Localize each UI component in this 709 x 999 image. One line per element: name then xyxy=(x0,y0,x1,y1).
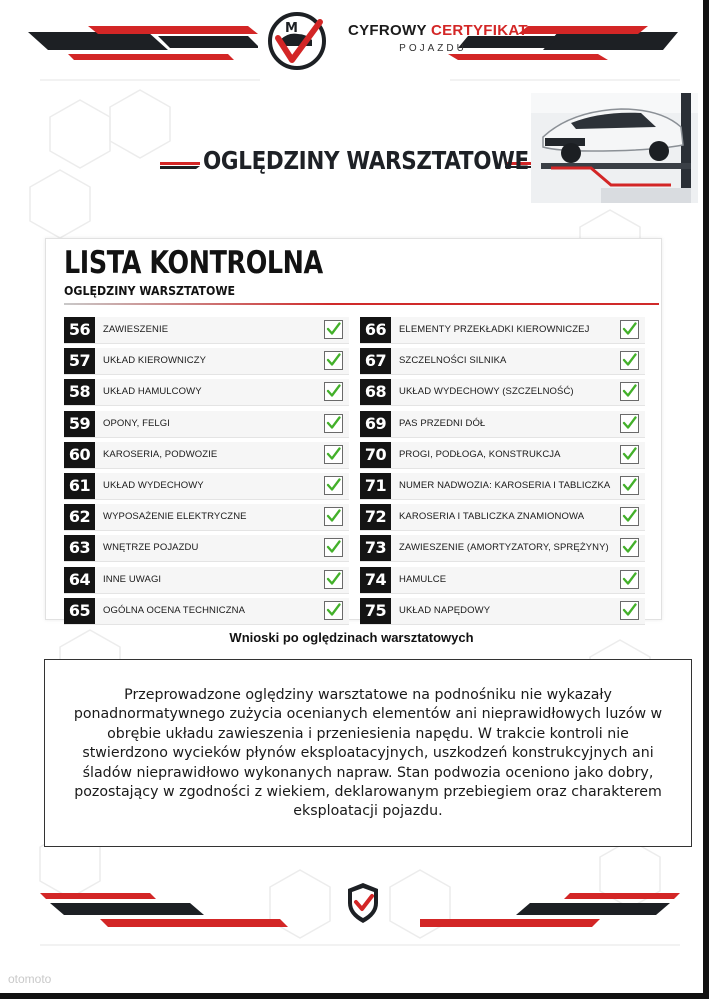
checklist-item-label: WYPOSAŻENIE ELEKTRYCZNE xyxy=(103,511,247,523)
checklist-row xyxy=(64,567,349,594)
checklist-row xyxy=(360,504,645,531)
checkbox-checked-icon xyxy=(620,601,639,620)
checklist-row xyxy=(64,535,349,562)
checklist-item-label: UKŁAD WYDECHOWY xyxy=(103,479,204,491)
checklist-item-label: UKŁAD WYDECHOWY (SZCZELNOŚĆ) xyxy=(399,386,574,398)
checklist-item-number: 75 xyxy=(360,598,391,624)
checklist-item-label: PAS PRZEDNI DÓŁ xyxy=(399,417,486,429)
checklist-row xyxy=(360,442,645,469)
checkbox-checked-icon xyxy=(620,414,639,433)
checklist-row xyxy=(64,317,349,344)
checklist-item-number: 60 xyxy=(64,442,95,468)
conclusions-box xyxy=(44,659,692,847)
checklist-row xyxy=(64,504,349,531)
checklist-item-label: PROGI, PODŁOGA, KONSTRUKCJA xyxy=(399,448,561,460)
checklist-column-left xyxy=(64,317,349,629)
checklist-divider xyxy=(64,303,659,305)
watermark: otomoto xyxy=(8,972,52,986)
checklist-item-label: UKŁAD NAPĘDOWY xyxy=(399,604,491,616)
checklist-item-label: ZAWIESZENIE xyxy=(103,324,169,335)
brand-name-part2: CERTYFIKAT xyxy=(430,22,528,39)
checklist-row xyxy=(64,598,349,625)
checklist-item-label: ZAWIESZENIE (AMORTYZATORY, SPRĘŻYNY) xyxy=(399,542,609,554)
checklist-item-number: 70 xyxy=(360,442,391,468)
checkbox-checked-icon xyxy=(324,538,343,557)
checklist-row xyxy=(360,348,645,375)
checklist-item-number: 64 xyxy=(64,567,95,593)
checkbox-checked-icon xyxy=(620,445,639,464)
checkbox-checked-icon xyxy=(324,476,343,495)
section-title: OGLĘDZINY WARSZTATOWE xyxy=(203,146,529,175)
checklist-item-label: OPONY, FELGI xyxy=(103,417,171,429)
checklist-item-number: 59 xyxy=(64,411,95,437)
checklist-row xyxy=(64,442,349,469)
checkbox-checked-icon xyxy=(324,351,343,370)
checklist-item-number: 56 xyxy=(64,317,95,343)
checklist-title: LISTA KONTROLNA xyxy=(64,245,323,281)
checklist-item-label: WNĘTRZE POJAZDU xyxy=(103,542,199,554)
checklist-row xyxy=(360,567,645,594)
checklist-item-number: 68 xyxy=(360,379,391,405)
checklist-item-label: INNE UWAGI xyxy=(103,573,162,585)
footer-stripe-right xyxy=(420,893,680,933)
checklist-item-label: HAMULCE xyxy=(399,573,447,585)
header-stripe-left xyxy=(28,26,258,62)
checkbox-checked-icon xyxy=(324,320,343,339)
conclusions-text: Przeprowadzone oględziny warsztatowe na podnośniku nie wykazały ponadnormatywnego zużycia ocenianych elementów ani nieprawidłowych luzów w obrębie układu zawieszenia i przeniesienia napędu. W trakcie kontroli nie stwierdzono wycieków płynów eksploatacyjnych, uszkodzeń konstrukcyjnych ani śladów nieprawidłowo wykonanych napraw. Stan podwozia oceniono jako dobry, pozostający w zgodności z wiekiem, deklarowanym przebiegiem oraz charakterem eksploatacji pojazdu. xyxy=(73,687,663,820)
checkbox-checked-icon xyxy=(620,476,639,495)
checklist-item-label: UKŁAD KIEROWNICZY xyxy=(103,355,207,367)
checklist-row xyxy=(360,598,645,625)
checkbox-checked-icon xyxy=(324,445,343,464)
checklist-item-number: 73 xyxy=(360,535,391,561)
brand-subtitle: POJAZDU xyxy=(399,43,467,54)
checklist-row xyxy=(360,317,645,344)
checklist-item-label: SZCZELNOŚCI SILNIKA xyxy=(399,355,507,367)
checklist-column-right xyxy=(360,317,645,629)
shield-check-icon xyxy=(345,881,381,925)
checklist-row xyxy=(360,535,645,562)
checklist-item-label: OGÓLNA OCENA TECHNICZNA xyxy=(103,604,246,616)
checkbox-checked-icon xyxy=(324,507,343,526)
checklist-item-number: 67 xyxy=(360,348,391,374)
checklist-item-label: NUMER NADWOZIA: KAROSERIA I TABLICZKA xyxy=(399,479,611,491)
car-on-lift-image xyxy=(531,93,698,203)
page-edge-right xyxy=(703,0,709,999)
checklist-row xyxy=(360,411,645,438)
conclusions-title: Wnioski po oględzinach warsztatowych xyxy=(229,630,474,645)
checklist-item-number: 65 xyxy=(64,598,95,624)
checklist-item-number: 58 xyxy=(64,379,95,405)
checklist-item-label: ELEMENTY PRZEKŁADKI KIEROWNICZEJ xyxy=(399,324,590,335)
brand-name xyxy=(348,22,528,54)
checkbox-checked-icon xyxy=(324,570,343,589)
checklist-item-number: 63 xyxy=(64,535,95,561)
checklist-row xyxy=(360,473,645,500)
page-edge-bottom xyxy=(0,993,709,999)
checklist-row xyxy=(64,411,349,438)
checklist-item-number: 66 xyxy=(360,317,391,343)
checkbox-checked-icon xyxy=(620,538,639,557)
checklist-item-number: 62 xyxy=(64,504,95,530)
checklist-item-number: 61 xyxy=(64,473,95,499)
checklist-row xyxy=(360,379,645,406)
checkbox-checked-icon xyxy=(620,382,639,401)
checklist-item-label: KAROSERIA, PODWOZIE xyxy=(103,448,218,460)
logo-letter: M xyxy=(285,21,298,36)
checklist-item-number: 69 xyxy=(360,411,391,437)
checkbox-checked-icon xyxy=(324,414,343,433)
checkbox-checked-icon xyxy=(324,601,343,620)
checklist-row xyxy=(64,379,349,406)
checklist-item-number: 74 xyxy=(360,567,391,593)
checklist-item-number: 57 xyxy=(64,348,95,374)
checkbox-checked-icon xyxy=(620,320,639,339)
checklist-subtitle: OGLĘDZINY WARSZTATOWE xyxy=(64,284,236,298)
checkbox-checked-icon xyxy=(620,570,639,589)
logo-badge-icon xyxy=(266,10,330,74)
checklist-item-number: 72 xyxy=(360,504,391,530)
checklist-item-label: UKŁAD HAMULCOWY xyxy=(103,386,202,398)
footer-stripe-left xyxy=(40,893,290,933)
brand-name-part1: CYFROWY xyxy=(348,22,427,39)
checkbox-checked-icon xyxy=(620,351,639,370)
checklist-row xyxy=(64,348,349,375)
checklist-card xyxy=(45,238,662,620)
checkbox-checked-icon xyxy=(620,507,639,526)
checkbox-checked-icon xyxy=(324,382,343,401)
checklist-item-label: KAROSERIA I TABLICZKA ZNAMIONOWA xyxy=(399,511,585,523)
checklist-row xyxy=(64,473,349,500)
checklist-item-number: 71 xyxy=(360,473,391,499)
